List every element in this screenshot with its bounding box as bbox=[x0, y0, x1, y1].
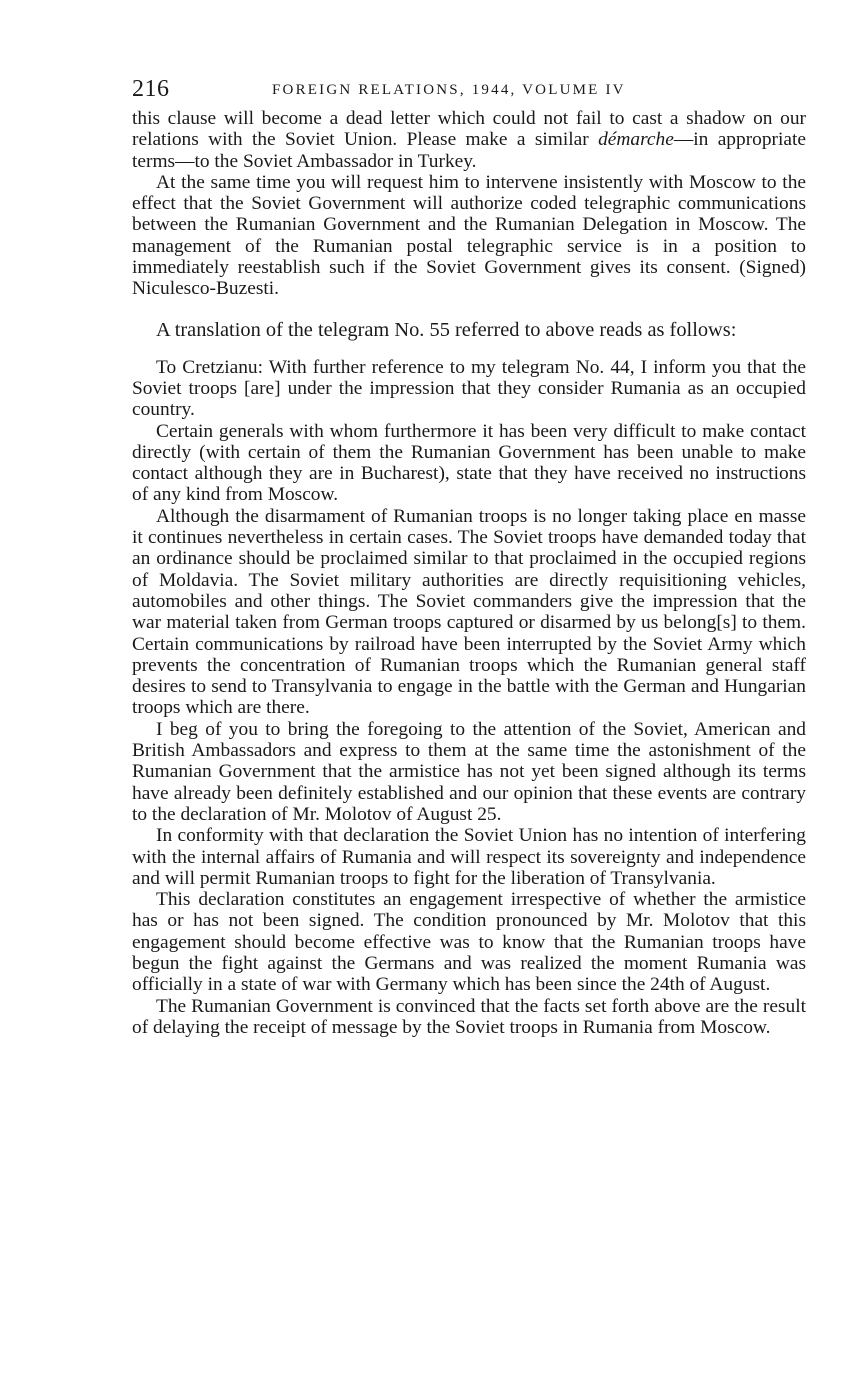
page-number: 216 bbox=[132, 76, 170, 102]
paragraph: In conformity with that declaration the Soviet Union has no intention of interfering with the internal affairs of Rumania and will respect its sovereignty and independence and will permit Rumanian troops to fight for the liberation of Transylvania. bbox=[132, 825, 806, 889]
paragraph: This declaration constitutes an engagement irrespective of whether the armistice has or has not been signed. The condition pronounced by Mr. Molotov that this engagement should become effective was to know that the Rumanian troops have begun the fight against the Germans and was realized the moment Rumania was officially in a state of war with Germany which has been since the 24th of August. bbox=[132, 889, 806, 996]
document-page bbox=[132, 74, 806, 1038]
paragraph: Although the disarmament of Rumanian troops is no longer taking place en masse it continues nevertheless in certain cases. The Soviet troops have demanded today that an ordinance should be proclaimed similar to that proclaimed in the occupied regions of Moldavia. The Soviet military authorities are directly requisitioning vehicles, automobiles and other things. The Soviet commanders give the impression that the war material taken from German troops captured or disarmed by us belong[s] to them. Certain communications by railroad have been interrupted by the Soviet Army which prevents the concentration of Rumanian troops which the Rumanian general staff desires to send to Transylvania to engage in the battle with the German and Hungarian troops which are there. bbox=[132, 505, 806, 719]
italic-term: démarche bbox=[598, 129, 674, 151]
paragraph: At the same time you will request him to intervene insistently with Moscow to the effect that the Soviet Government will authorize coded telegraphic communications between the Rumanian Government and the Rumanian Delegation in Moscow. The management of the Rumanian postal telegraphic service is in a position to immediately reestablish such if the Soviet Government gives its consent. (Signed) Niculesco-Buzesti. bbox=[132, 171, 806, 300]
first-message bbox=[132, 108, 806, 300]
paragraph-continuation bbox=[132, 108, 806, 172]
paragraph: To Cretzianu: With further reference to my telegram No. 44, I inform you that the Soviet troops [are] under the impression that they consider Rumania as an occupied country. bbox=[132, 356, 806, 421]
second-message bbox=[132, 357, 806, 1039]
paragraph-text: this clause will become a dead letter which could not fail to cast a shadow on our relations with the Soviet Union. Please make a similar bbox=[132, 108, 806, 151]
intro-paragraph: A translation of the telegram No. 55 referred to above reads as follows: bbox=[156, 318, 737, 341]
paragraph: The Rumanian Government is convinced that the facts set forth above are the result of delaying the receipt of message by the Soviet troops in Rumania from Moscow. bbox=[132, 995, 806, 1038]
paragraph: Certain generals with whom furthermore it has been very difficult to make contact directly (with certain of them the Rumanian Government has been unable to make contact although they are in Bucharest), state that they have received no instructions of any kind from Moscow. bbox=[132, 420, 806, 506]
paragraph-text: —in appropriate terms—to the Soviet Ambassador in Turkey. bbox=[132, 129, 806, 172]
translation-intro bbox=[132, 318, 806, 343]
paragraph: I beg of you to bring the foregoing to the attention of the Soviet, American and British Ambassadors and express to them at the same time the astonishment of the Rumanian Government that the armistice has not yet been signed although its terms have already been definitely established and our opinion that these events are contrary to the declaration of Mr. Molotov of August 25. bbox=[132, 718, 806, 825]
running-head: FOREIGN RELATIONS, 1944, VOLUME IV bbox=[272, 82, 626, 98]
page-header bbox=[132, 74, 806, 108]
